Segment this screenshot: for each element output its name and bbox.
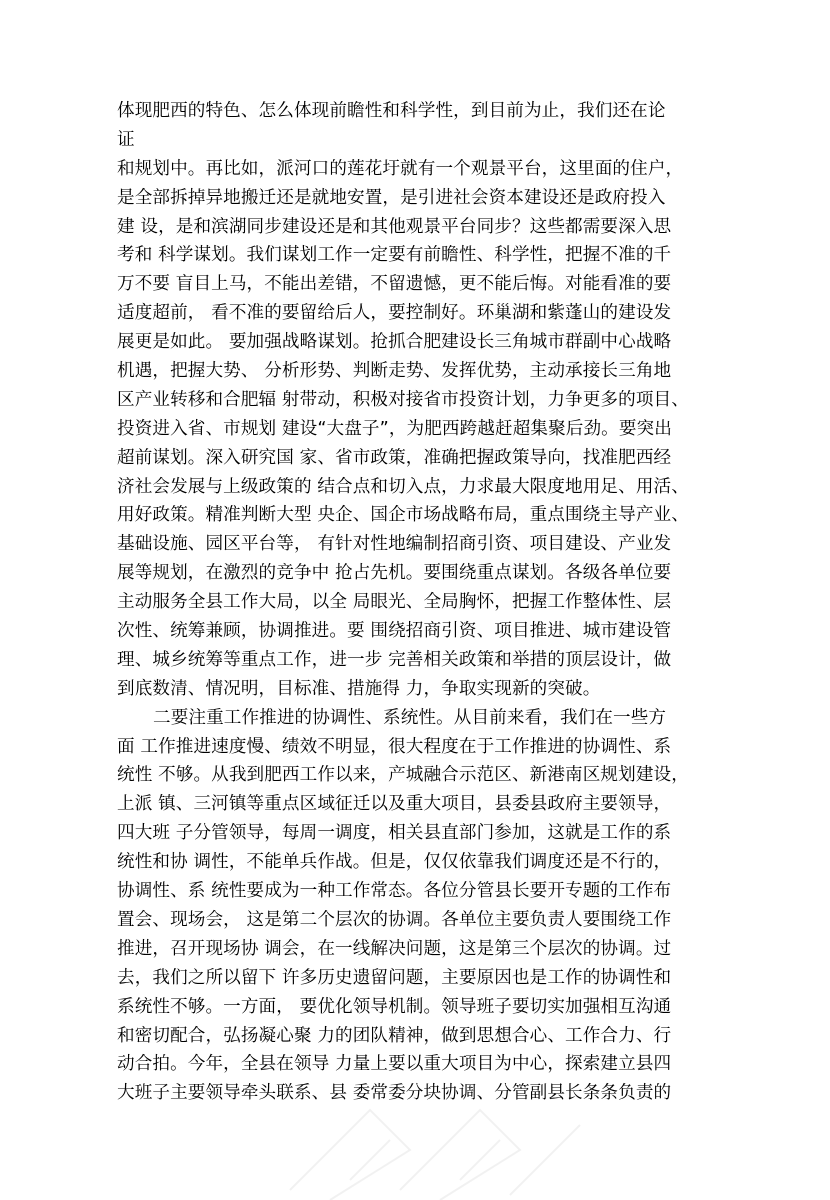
- text-line: 四大班 子分管领导，每周一调度，相关县直部门参加，这就是工作的系: [117, 823, 672, 844]
- text-line: 适度超前， 看不准的要留给后人，要控制好。环巢湖和紫蓬山的建设发: [117, 303, 672, 324]
- text-line: 展等规划，在激烈的竞争中 抢占先机。要围绕重点谋划。各级各单位要: [117, 563, 672, 584]
- text-line: 上派 镇、三河镇等重点区域征迁以及重大项目，县委县政府主要领导，: [117, 794, 672, 815]
- text-line: 统性 不够。从我到肥西工作以来，产城融合示范区、新港南区规划建设，: [117, 765, 689, 786]
- text-line: 统性和协 调性，不能单兵作战。但是，仅仅依靠我们调度还是不行的，: [117, 852, 672, 873]
- text-line: 区产业转移和合肥辐 射带动，积极对接省市投资计划，力争更多的项目、: [117, 389, 689, 410]
- text-line: 体现肥西的特色、怎么体现前瞻性和科学性，到目前为止，我们还在论: [117, 101, 666, 121]
- text-line: 理、城乡统筹等重点工作，进一步 完善相关政策和举措的顶层设计，做: [117, 649, 672, 670]
- text-line: 动合拍。今年，全县在领导 力量上要以重大项目为中心，探索建立县四: [117, 1054, 672, 1075]
- watermark-stroke: [400, 1110, 520, 1200]
- text-line: 主动服务全县工作大局，以全 局眼光、全局胸怀，把握工作整体性、层: [117, 592, 672, 613]
- text-line: 济社会发展与上级政策的 结合点和切入点，力求最大限度地用足、用活、: [117, 476, 689, 497]
- text-line: 大班子主要领导牵头联系、县 委常委分块协调、分管副县长条条负责的: [117, 1083, 672, 1104]
- text-line: 投资进入省、市规划 建设“大盘子”，为肥西跨越赶超集聚后劲。要突出: [117, 418, 672, 439]
- text-line: 建 设，是和滨湖同步建设还是和其他观景平台同步？这些都需要深入思: [117, 216, 672, 237]
- text-line: 和规划中。再比如，派河口的莲花圩就有一个观景平台，这里面的住户，: [117, 158, 684, 179]
- text-line: 系统性不够。一方面， 要优化领导机制。领导班子要切实加强相互沟通: [117, 996, 672, 1017]
- text-line: 证: [117, 129, 135, 150]
- watermark-stroke: [290, 1110, 410, 1200]
- text-line: 基础设施、园区平台等， 有针对性地编制招商引资、项目建设、产业发: [117, 534, 672, 555]
- text-line: 万不要 盲目上马，不能出差错，不留遗憾，更不能后悔。对能看准的要: [117, 274, 672, 295]
- text-line: 面 工作推进速度慢、绩效不明显，很大程度在于工作推进的协调性、系: [117, 736, 672, 757]
- text-line: 机遇，把握大势、 分析形势、判断走势、发挥优势，主动承接长三角地: [117, 361, 672, 382]
- text-line: 次性、统筹兼顾，协调推进。要 围绕招商引资、项目推进、城市建设管: [117, 621, 672, 642]
- text-line: 去，我们之所以留下 许多历史遗留问题，主要原因也是工作的协调性和: [117, 967, 672, 988]
- text-line: 推进，召开现场协 调会，在一线解决问题，这是第三个层次的协调。过: [117, 938, 672, 959]
- text-line: 超前谋划。深入研究国 家、省市政策，准确把握政策导向，找准肥西经: [117, 447, 672, 468]
- text-line: 置会、现场会， 这是第二个层次的协调。各单位主要负责人要围绕工作: [117, 909, 672, 930]
- paragraph-first-line: 二要注重工作推进的协调性、系统性。从目前来看，我们在一些方: [153, 707, 667, 728]
- text-line: 协调性、系 统性要成为一种工作常态。各位分管县长要开专题的工作布: [117, 881, 672, 902]
- text-line: 和密切配合，弘扬凝心聚 力的团队精神，做到思想合心、工作合力、行: [117, 1025, 672, 1046]
- text-line: 考和 科学谋划。我们谋划工作一定要有前瞻性、科学性，把握不准的千: [117, 245, 672, 266]
- text-line: 到底数清、情况明，目标准、措施得 力，争取实现新的突破。: [117, 678, 601, 699]
- watermark: [250, 1060, 610, 1200]
- text-line: 用好政策。精准判断大型 央企、国企市场战略布局，重点围绕主导产业、: [117, 505, 689, 526]
- text-line: 展更是如此。 要加强战略谋划。抢抓合肥建设长三角城市群副中心战略: [117, 332, 672, 353]
- text-line: 是全部拆掉异地搬迁还是就地安置，是引进社会资本建设还是政府投入: [117, 187, 666, 208]
- watermark-stroke: [510, 1125, 580, 1195]
- document-body: [117, 97, 757, 1108]
